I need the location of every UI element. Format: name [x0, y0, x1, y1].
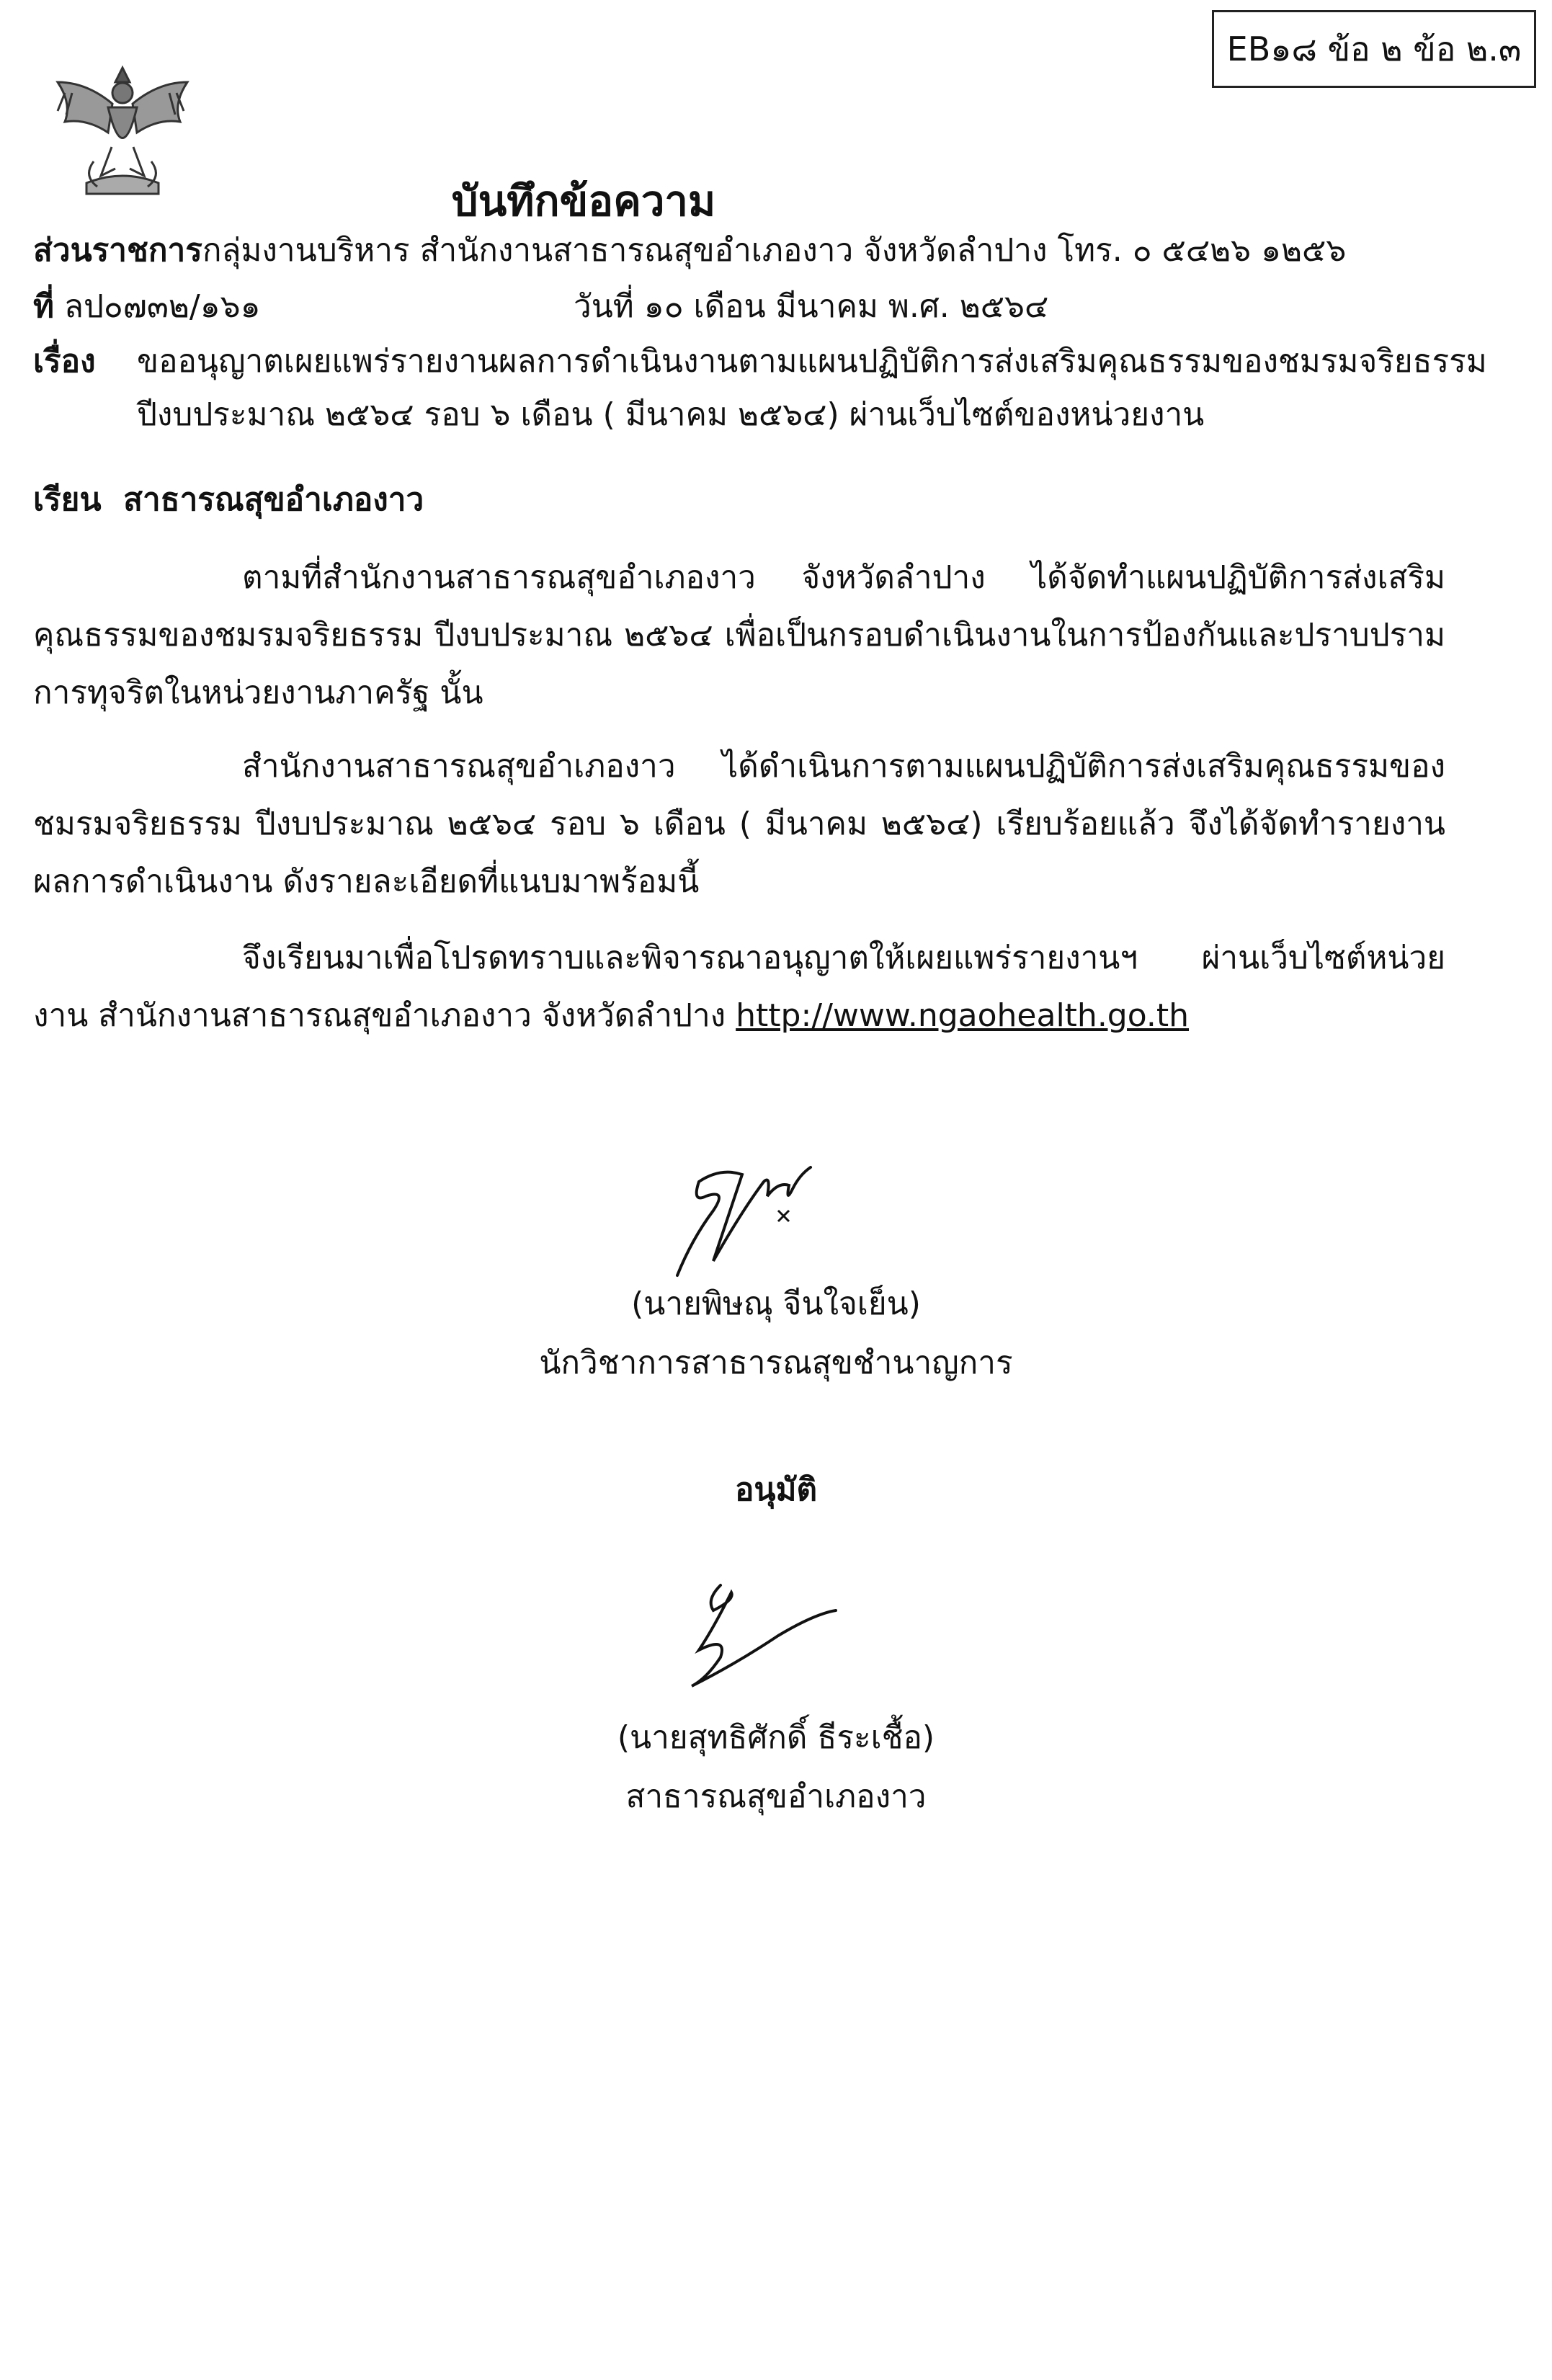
signer-2-position: สาธารณสุขอำเภองาว	[625, 1778, 927, 1815]
date-line: วันที่ ๑๐ เดือน มีนาคม พ.ศ. ๒๕๖๔	[574, 288, 1049, 325]
subject-line-1: ขออนุญาตเผยแพร่รายงานผลการดำเนินงานตามแผนปฏิบัติการส่งเสริมคุณธรรมของชมรมจริยธรรม	[137, 343, 1487, 380]
document-title: บันทึกข้อความ	[451, 177, 716, 226]
signature-2-icon	[670, 1571, 843, 1693]
body-paragraph-3: จึงเรียนมาเพื่อโปรดทราบและพิจารณาอนุญาตให้เผยแพร่รายงานฯ ผ่านเว็บไซต์หน่วยงาน สำนักงานสาธารณสุขอำเภองาว จังหวัดลำปาง http://www.ngaohealth.go.th	[33, 940, 1445, 1034]
to-label: เรียน	[33, 481, 102, 518]
body-paragraph-1: ตามที่สำนักงานสาธารณสุขอำเภองาว จังหวัดลำปาง ได้จัดทำแผนปฏิบัติการส่งเสริมคุณธรรมของชมรมจริยธรรม ปีงบประมาณ ๒๕๖๔ เพื่อเป็นกรอบดำเนินงานในการป้องกันและปราบปรามการทุจริตในหน่วยงานภาครัฐ นั้น	[33, 559, 1445, 711]
body-paragraph-2: สำนักงานสาธารณสุขอำเภองาว ได้ดำเนินการตามแผนปฏิบัติการส่งเสริมคุณธรรมของชมรมจริยธรรม ปีงบประมาณ ๒๕๖๔ รอบ ๖ เดือน ( มีนาคม ๒๕๖๔) เรียบร้อยแล้ว จึงได้จัดทำรายงานผลการดำเนินงาน ดังรายละเอียดที่แนบมาพร้อมนี้	[33, 748, 1445, 900]
reference-code-box	[1212, 10, 1536, 88]
subject-label: เรื่อง	[33, 343, 96, 380]
to-value: สาธารณสุขอำเภองาว	[123, 481, 424, 518]
signer-2-name: (นายสุทธิศักดิ์ ธีระเชื้อ)	[617, 1719, 935, 1756]
ref-line	[33, 285, 261, 329]
signer-1-position: นักวิชาการสาธารณสุขชำนาญการ	[539, 1345, 1013, 1381]
department-value: กลุ่มงานบริหาร สำนักงานสาธารณสุขอำเภองาว จังหวัดลำปาง โทร. ๐ ๕๔๒๖ ๑๒๕๖	[202, 232, 1347, 269]
to-line	[33, 478, 424, 522]
ref-label: ที่	[33, 288, 55, 325]
approval-label: อนุมัติ	[734, 1471, 818, 1508]
reference-code: EB๑๘ ข้อ ๒ ข้อ ๒.๓	[1226, 29, 1522, 68]
signature-1-icon	[663, 1153, 821, 1283]
department-label: ส่วนราชการ	[33, 232, 202, 269]
department-line	[33, 229, 1346, 272]
ref-value: ลป๐๗๓๒/๑๖๑	[54, 288, 261, 325]
signer-1-name: (นายพิษณุ จีนใจเย็น)	[631, 1285, 921, 1322]
subject-line-2: ปีงบประมาณ ๒๕๖๔ รอบ ๖ เดือน ( มีนาคม ๒๕๖๔) ผ่านเว็บไซต์ของหน่วยงาน	[137, 396, 1205, 433]
website-link[interactable]: http://www.ngaohealth.go.th	[736, 997, 1190, 1034]
